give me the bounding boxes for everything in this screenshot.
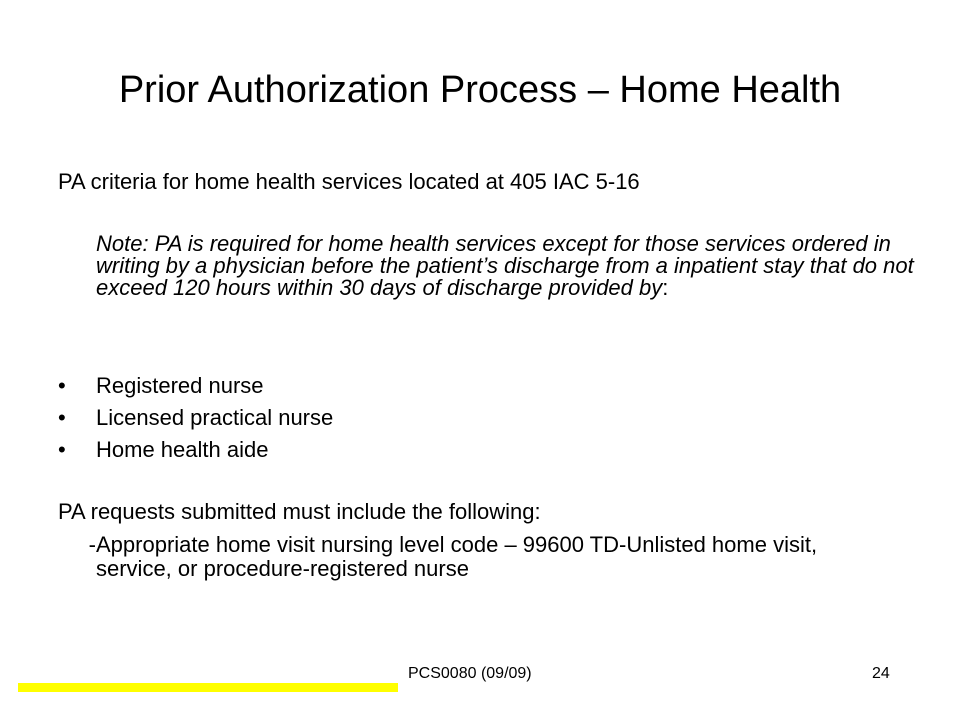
bullet-item <box>58 434 333 466</box>
requirement-sub-item <box>58 533 888 581</box>
note-text: Note: PA is required for home health services except for those services ordered in writing by a physician before the patient’s discharge from a inpatient stay that do not exceed 120 hours within 30 days of discharge provided by <box>96 231 914 300</box>
requests-line: PA requests submitted must include the following: <box>58 499 541 524</box>
note-tail: : <box>662 275 669 300</box>
dash-icon: - <box>88 532 96 557</box>
note-paragraph <box>96 233 916 299</box>
bullet-icon: • <box>58 373 66 398</box>
requirement-text: Appropriate home visit nursing level code – 99600 TD-Unlisted home visit, service, or procedure-registered nurse <box>96 532 818 581</box>
footer-document-code: PCS0080 (09/09) <box>408 665 532 682</box>
bullet-label: Home health aide <box>96 437 269 462</box>
bullet-item <box>58 370 333 402</box>
footer-accent-bar <box>18 683 398 692</box>
page-number: 24 <box>872 665 890 682</box>
bullet-label: Licensed practical nurse <box>96 405 334 430</box>
criteria-line: PA criteria for home health services located at 405 IAC 5-16 <box>58 169 640 194</box>
bullet-icon: • <box>58 405 66 430</box>
slide-title: Prior Authorization Process – Home Health <box>118 69 842 111</box>
bullet-icon: • <box>58 437 66 462</box>
bullet-item <box>58 402 333 434</box>
bullet-label: Registered nurse <box>96 373 264 398</box>
provider-bullet-list <box>58 370 333 466</box>
